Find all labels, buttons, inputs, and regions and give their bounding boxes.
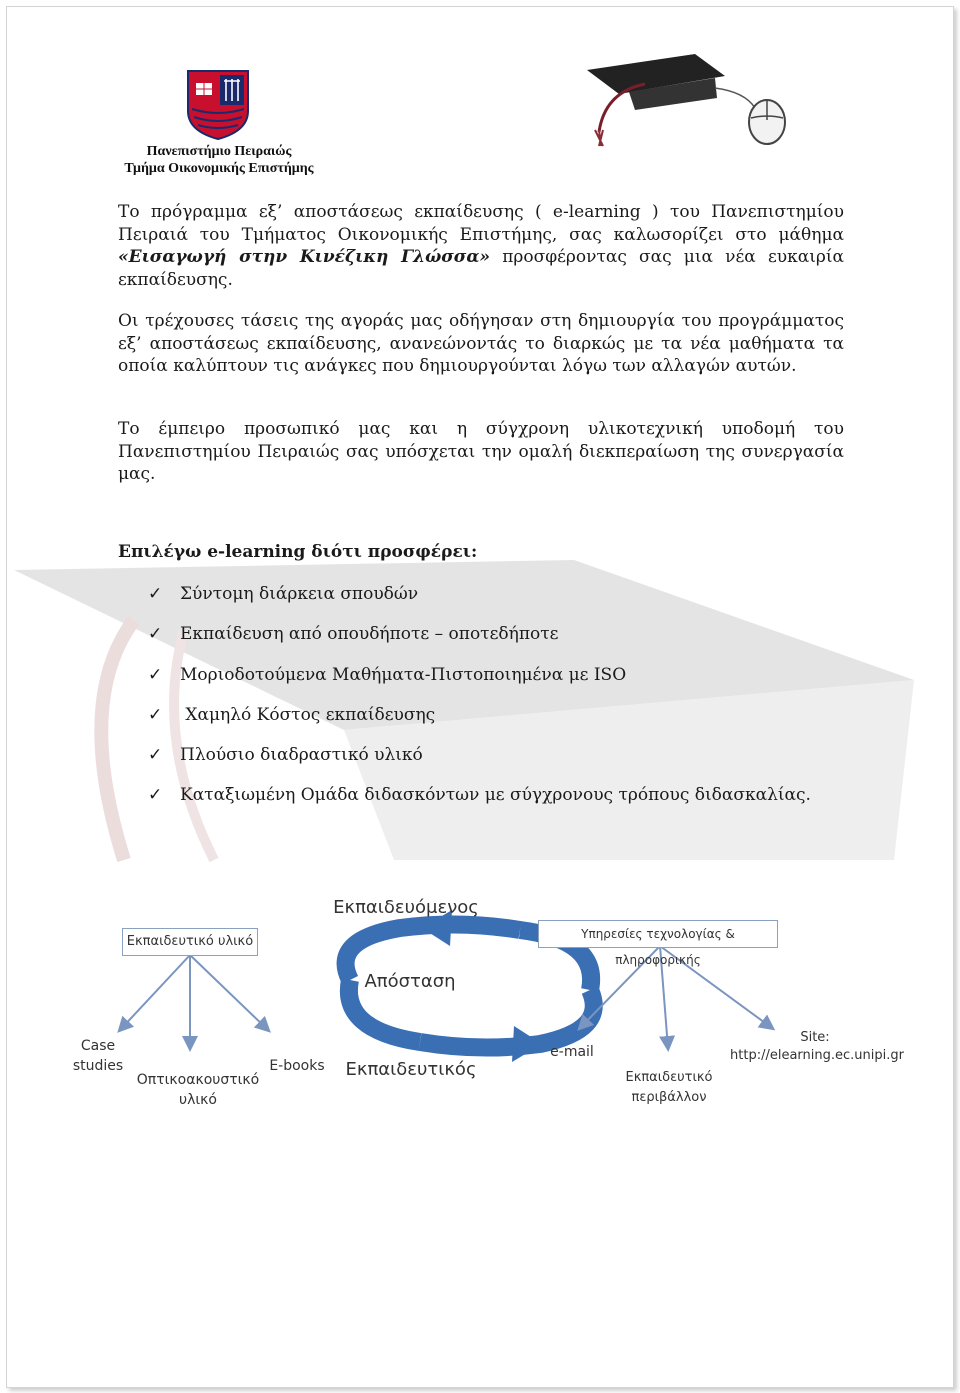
list-item: ✓ Πλούσιο διαδραστικό υλικό	[148, 745, 423, 766]
distance-label: Απόσταση	[364, 971, 456, 992]
list-item: ✓ Σύντομη διάρκεια σπουδών	[148, 584, 419, 604]
university-logo-text	[114, 143, 324, 177]
case-studies-label: Case studies	[72, 1038, 124, 1074]
staff-paragraph: Το έμπειρο προσωπικό μας και η σύγχρονη υλικοτεχνική υποδομή του Πανεπιστημίου Πειραιώς σας υπόσχεται την ομαλή διεκπεραίωση της συνεργασία μας.	[118, 419, 844, 484]
list-item: ✓ Εκπαίδευση από οπουδήποτε – οποτεδήποτε	[148, 624, 559, 645]
course-title: «Εισαγωγή στην Κινέζικη Γλώσσα»	[118, 247, 491, 267]
university-name: Πανεπιστήμιο Πειραιώς	[146, 144, 292, 159]
market-trends-paragraph: Οι τρέχουσες τάσεις της αγοράς μας οδήγησαν στη δημιουργία του προγράμματος εξ’ αποστάσεως εκπαίδευσης, ανανεώνοντάς το διαρκώς με τα νέα μαθήματα τα οποία καλύπτουν τις ανάγκες που δημιουργούνται λόγω των αλλαγών αυτών.	[118, 311, 844, 376]
it-services-box: Υπηρεσίες τεχνολογίας & πληροφορικής	[538, 920, 778, 948]
university-crest-icon	[186, 69, 250, 141]
benefits-list	[148, 582, 811, 824]
list-item: ✓ Μοριοδοτούμενα Μαθήματα-Πιστοποιημένα με ISO	[148, 664, 627, 685]
email-label: e-mail	[550, 1044, 594, 1060]
checkmark-icon: ✓	[148, 624, 163, 645]
audiovisual-label: Οπτικοακουστικό υλικό	[136, 1072, 260, 1108]
learning-environment-label: Εκπαιδευτικό περιβάλλον	[625, 1070, 713, 1105]
elearning-diagram	[0, 880, 960, 1130]
checkmark-icon: ✓	[148, 745, 163, 766]
intro-text-end: προσφέροντας σας μια νέα ευκαιρία εκπαίδευσης.	[118, 247, 844, 290]
graduation-cap-mouse-icon	[585, 52, 805, 148]
educator-label: Εκπαιδευτικός	[345, 1059, 477, 1080]
educational-material-box: Εκπαιδευτικό υλικό	[122, 928, 258, 956]
ebooks-label: E-books	[269, 1058, 325, 1074]
list-item: ✓ Καταξιωμένη Ομάδα διδασκόντων με σύγχρονους τρόπους διδασκαλίας.	[148, 785, 811, 806]
department-name: Τμήμα Οικονομικής Επιστήμης	[124, 161, 314, 176]
checkmark-icon: ✓	[148, 664, 163, 685]
intro-text-start: Το πρόγραμμα εξ’ αποστάσεως εκπαίδευσης ( e-learning ) του Πανεπιστημίου Πειραιά του Τμήματος Οικονομικής Επιστήμης, σας καλωσορίζει στο μάθημα	[118, 202, 844, 245]
benefits-heading: Επιλέγω e-learning διότι προσφέρει:	[118, 542, 478, 562]
site-url: http://elearning.ec.unipi.gr	[730, 1048, 904, 1063]
checkmark-icon: ✓	[148, 584, 163, 604]
list-item: ✓ Χαμηλό Κόστος εκπαίδευσης	[148, 704, 436, 725]
checkmark-icon: ✓	[148, 785, 163, 806]
site-label: Site:	[800, 1030, 830, 1045]
learner-label: Εκπαιδευόμενος	[333, 897, 479, 918]
checkmark-icon: ✓	[148, 704, 163, 725]
intro-paragraph	[118, 201, 844, 291]
